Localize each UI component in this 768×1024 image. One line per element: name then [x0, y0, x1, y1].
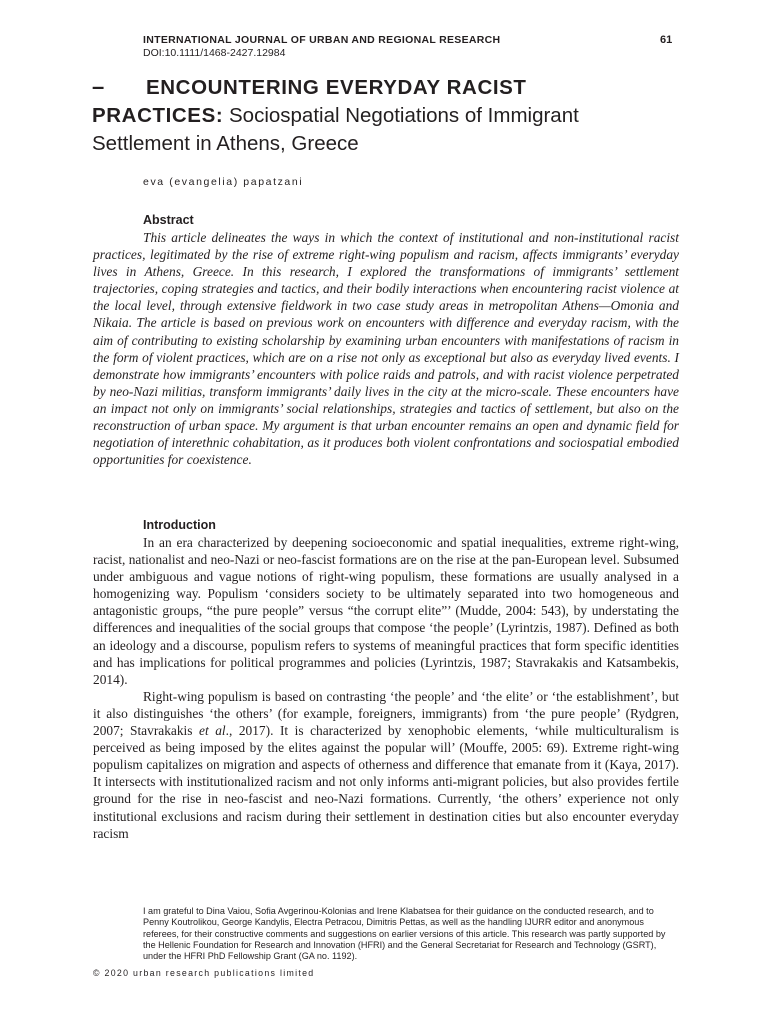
- intro-paragraph-1: In an era characterized by deepening socioeconomic and spatial inequalities, extreme right-wing, racist, nationalist and neo-Nazi or neo-fascist formations are on the rise at the pan-European level. Subsumed under ambiguous and vague notions of right-wing populism, these formations are usually analysed in a homogenizing way. Populism ‘considers society to be ultimately separated into two homogeneous and antagonistic groups, “the pure people” versus “the corrupt elite”’ (Mudde, 2004: 543), by understating the differences and inequalities of the social groups that compose ‘the people’ (Lyrintzis, 1987). Defined as both an ideology and a discourse, populism refers to systems of meaningful practices that form specific identities and has implications for political programmes and policies (Lyrintzis, 1987; Stavrakakis and Katsambekis, 2014).: [93, 535, 679, 687]
- title-line-2: [92, 102, 692, 130]
- page-number: 61: [660, 34, 673, 46]
- doi[interactable]: DOI:10.1111/1468-2427.12984: [143, 47, 286, 59]
- title-dash: –: [92, 74, 105, 99]
- journal-name: INTERNATIONAL JOURNAL OF URBAN AND REGIONAL RESEARCH: [143, 34, 501, 46]
- acknowledgement-footnote: I am grateful to Dina Vaiou, Sofia Avgerinou-Kolonias and Irene Klabatsea for their guidance on the conducted research, and to Penny Koutrolikou, George Kandylis, Electra Petracou, Dimitris Pettas, as well as the handling IJURR editor and anonymous referees, for their constructive comments and suggestions on earlier versions of this article. This research was partly supported by the Hellenic Foundation for Research and Innovation (HFRI) and the General Secretariat for Research and Technology (GSRT), under the HFRI PhD Fellowship Grant (GA no. 1192).: [143, 906, 666, 962]
- intro-paragraph-2-part-a: Right-wing populism is based on contrasting ‘the people’ and ‘the elite’ or ‘the establishment’, but it also distinguishes ‘the others’ (for example, foreigners, immigrants) from ‘the pure people’ (Rydgren, 2007; Stavrakakis: [93, 688, 679, 739]
- abstract-heading: Abstract: [143, 213, 194, 227]
- title-line-1: ENCOUNTERING EVERYDAY RACIST: [146, 76, 527, 99]
- abstract-text: This article delineates the ways in which the context of institutional and non-institutional racist practices, legitimated by the rise of extreme right-wing populism and racism, affects immigrants’ everyday lives in Athens, Greece. In this research, I explored the transformations of immigrants’ settlement trajectories, coping strategies and tactics, and their bodily interactions when encountering racist violence at the local level, through extensive fieldwork in two case study areas in metropolitan Athens—Omonia and Nikaia. The article is based on previous work on encounters with difference and everyday racism, with the aim of contributing to existing scholarship by examining urban encounters with manifestations of racism in the form of violent practices, which are on a rise not only as exceptional but also as everyday lived events. I demonstrate how immigrants’ encounters with police raids and patrols, and with racist violence perpetrated by neo-Nazi militias, transform immigrants’ daily lives in the city at the micro-scale. These encounters have an impact not only on immigrants’ social relationships, strategies and tactics of settlement, but also on the reconstruction of urban space. My argument is that urban encounter remains an open and dynamic field for negotiation of interethnic cohabitation, as it produces both violent confrontations and sociospatial embodied opportunities for coexistence.: [93, 230, 679, 468]
- title-line-3: Settlement in Athens, Greece: [92, 132, 359, 155]
- article-title: [92, 74, 692, 158]
- title-line-2-rest: Sociospatial Negotiations of Immigrant: [223, 104, 579, 127]
- introduction-heading: Introduction: [143, 518, 216, 532]
- title-line-2-bold: PRACTICES:: [92, 104, 224, 127]
- intro-paragraph-2-part-b: ., 2017). It is characterized by xenophobic elements, ‘while multiculturalism is perceived as being imposed by the elites against the popular will’ (Mouffe, 2005: 69). Extreme right-wing populism capitalizes on migration and aspects of otherness and difference that emanate from it (Kaya, 2017). It intersects with institutionalized racism and not only informs anti-migrant policies, but also provides fertile ground for the rise in neo-fascist and neo-Nazi formations. Currently, ‘the others’ experience not only institutional exclusions and racism during their settlement in destination cities but also encounter everyday racism: [93, 723, 680, 841]
- copyright-notice: © 2020 urban research publications limited: [93, 968, 315, 978]
- introduction-body: [93, 534, 679, 842]
- et-al-italic: et al: [199, 723, 226, 739]
- author-name: eva (evangelia) papatzani: [143, 176, 304, 188]
- intro-paragraph-2: [93, 688, 679, 842]
